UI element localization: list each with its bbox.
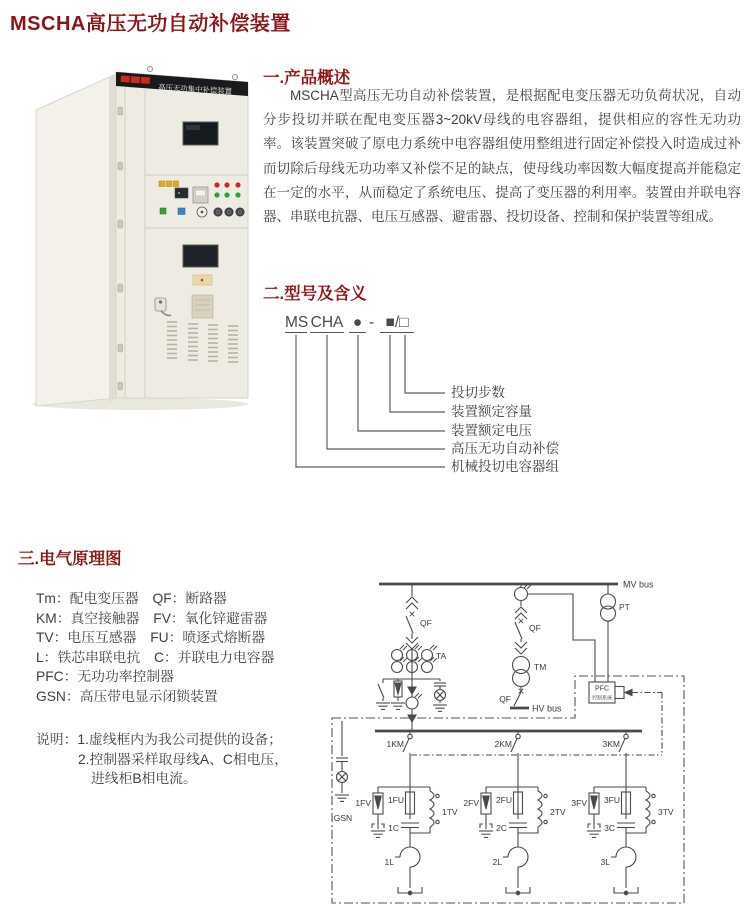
- section-model-heading: 二.型号及含义: [263, 285, 367, 303]
- fv-label: 2FV: [463, 798, 479, 808]
- controller-screen: [196, 190, 206, 196]
- tv-label: 3TV: [658, 807, 674, 817]
- fv-label: 3FV: [571, 798, 587, 808]
- diagram-labels: [334, 580, 674, 868]
- qf-label: QF: [529, 623, 541, 633]
- indicator-lamps-yellow: [159, 181, 179, 187]
- capacitor-branch: [371, 731, 439, 895]
- fu-label: 1FU: [387, 795, 404, 805]
- c-label: 3C: [604, 823, 615, 833]
- note-line: 2.控制器采样取母线A、C相电压，: [78, 751, 289, 767]
- fu-label: 2FU: [495, 795, 512, 805]
- cabinet-side-panel: [36, 74, 116, 406]
- mini-meter: [175, 188, 188, 198]
- model-code-part: CHA: [310, 314, 344, 331]
- note-line: 进线柜B相电流。: [91, 771, 197, 787]
- pt-symbols: [601, 584, 616, 682]
- blue-label: [178, 208, 185, 215]
- section-schematic-heading: 三.电气原理图: [18, 550, 122, 568]
- meter-led: [178, 192, 180, 194]
- model-label: 装置额定电压: [451, 423, 532, 438]
- model-code-part: ■/□: [380, 314, 414, 333]
- knob-dot: [201, 211, 204, 214]
- mv-bus-label: MV bus: [623, 579, 654, 590]
- cabinet-edge-shade: [109, 74, 116, 402]
- note-line: 说明：1.虚线框内为我公司提供的设备；: [36, 732, 283, 747]
- model-code-part: MS: [285, 314, 309, 331]
- legend-line: TV：电压互感器 FU：喷逐式熔断器: [36, 630, 266, 646]
- ta-label: TA: [436, 651, 447, 661]
- gsn-label: GSN: [333, 813, 353, 823]
- model-label: 高压无功自动补偿: [451, 441, 559, 456]
- circuit-diagram: [310, 575, 750, 924]
- lifting-eye: [148, 67, 153, 72]
- hv-bus-label: HV bus: [532, 703, 562, 714]
- pfc-controller-symbols: [589, 682, 662, 755]
- schematic-notes: [36, 730, 326, 789]
- pt-label: PT: [619, 602, 630, 612]
- l-label: 2L: [492, 857, 502, 867]
- model-code-diagram: [263, 314, 741, 486]
- right-column: [263, 62, 741, 492]
- page-title: MSCHA高压无功自动补偿装置: [10, 13, 291, 35]
- banner-title: 高压无功集中补偿装置: [157, 82, 233, 96]
- qf-label: QF: [420, 618, 432, 628]
- capacitor-branch: [587, 731, 655, 895]
- indicator-lamps-green: [214, 192, 240, 197]
- gsn-symbols: [335, 721, 349, 801]
- l-label: 3L: [600, 857, 610, 867]
- capacitor-branch: [479, 731, 547, 895]
- km-label: 3KM: [602, 739, 620, 749]
- legend-line: PFC：无功功率控制器: [36, 669, 174, 685]
- l-label: 1L: [384, 857, 394, 867]
- legend-line: GSN：高压带电显示闭锁装置: [36, 688, 218, 704]
- fv-label: 1FV: [355, 798, 371, 808]
- model-label: 机械投切电容器组: [451, 459, 559, 474]
- c-label: 2C: [496, 823, 507, 833]
- qf-label: QF: [499, 694, 511, 704]
- window-reflection: [186, 125, 200, 130]
- rating-label: [192, 295, 213, 318]
- pfc-label: PFC: [595, 685, 609, 693]
- green-button: [160, 208, 166, 214]
- model-code-dash: -: [369, 314, 375, 331]
- supplied-scope-frame: [332, 676, 684, 903]
- fu-label: 3FU: [603, 795, 620, 805]
- round-buttons: [214, 208, 244, 216]
- model-label: 投切步数: [451, 385, 505, 400]
- tm-label: TM: [534, 662, 547, 672]
- legend-line: KM：真空接触器 FV：氧化锌避雷器: [36, 610, 268, 626]
- legend-line: L：铁芯串联电抗 C：并联电力电容器: [36, 649, 275, 665]
- km-label: 1KM: [386, 739, 404, 749]
- transformer-feeder-symbols: [510, 584, 595, 708]
- c-label: 1C: [388, 823, 399, 833]
- section-overview-heading: 一.产品概述: [263, 69, 351, 87]
- model-code-part: ●: [349, 314, 366, 333]
- schematic-legend: [36, 589, 316, 707]
- model-label: 装置额定容量: [451, 404, 532, 419]
- tv-label: 2TV: [550, 807, 566, 817]
- tv-label: 1TV: [442, 807, 458, 817]
- km-label: 2KM: [494, 739, 512, 749]
- legend-line: Tm：配电变压器 QF：断路器: [36, 591, 227, 606]
- pfc-sub-label: 控制系统: [591, 695, 613, 702]
- product-photo: [30, 62, 260, 412]
- lifting-eye: [233, 75, 238, 80]
- label-dot: [201, 279, 204, 282]
- indicator-lamps-red: [214, 182, 240, 187]
- overview-body: MSCHA型高压无功自动补偿装置，是根据配电变压器无功负荷状况，自动分步投切并联在配电变压器3~20kV母线的电容器组，提供相应的容性无功功率。该装置突破了原电力系统中电容器组使用整组进行固定补偿投入时造成过补而切除后母线无功功率又补偿不足的缺点，使母线功率因数大幅度提高并能稳定在一定的水平，从而稳定了系统电压、提高了变压器的利用率。装置由并联电容器、串联电抗器、电压互感器、避雷器、投切设备、控制和保护装置等组成。: [263, 88, 741, 225]
- lower-window: [183, 245, 218, 267]
